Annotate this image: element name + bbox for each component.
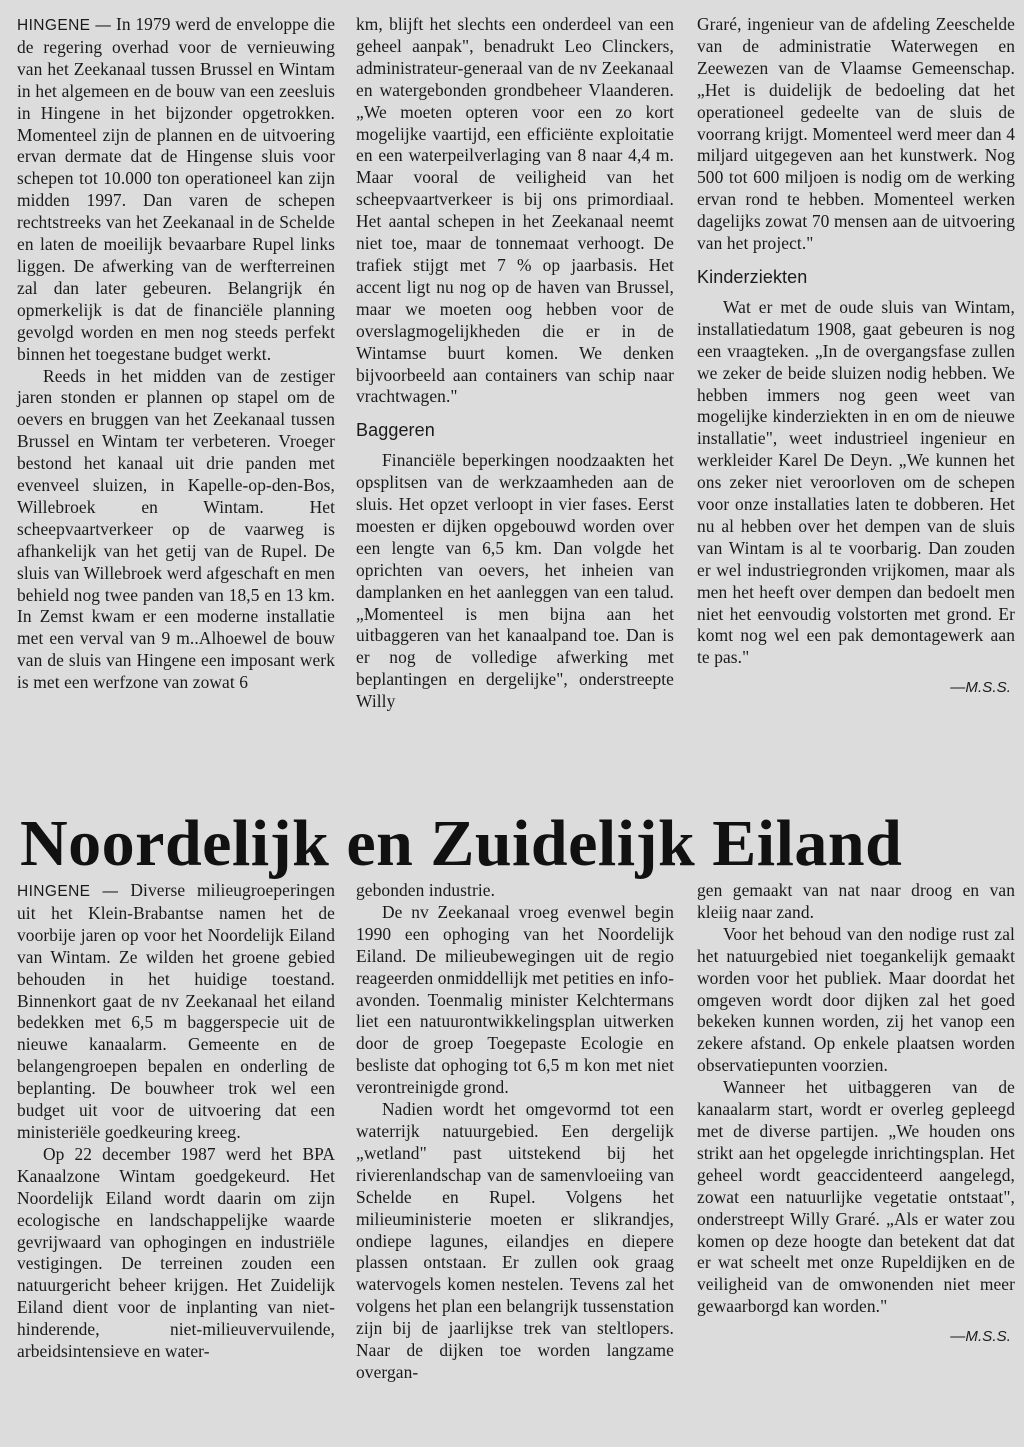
article-sluis [0, 14, 1024, 784]
dateline: HINGENE — [17, 17, 112, 34]
article1-column-3 [697, 14, 1015, 699]
article2-paragraph: gebonden industrie. [356, 880, 496, 900]
author-signature: —M.S.S. [950, 1328, 1011, 1346]
article1-paragraph: Financiële beperkingen noodzaakten het opsplitsen van de werkzaamheden aan de sluis. Het opzet verloopt in vier fases. Eerst moesten er dijken opgebouwd worden over een lengte van 6,5 km. Dan volgde het oprichten van oevers, het inheien van damplanken en het aanleggen van een talud. „Momenteel is men bijna aan het uitbaggeren van het kanaalpand toe. Dan is er nog de volledige afwerking met beplantingen en dergelijke", onderstreepte Willy [356, 450, 674, 712]
article2-paragraph [17, 880, 335, 1144]
article1-paragraph: Reeds in het midden van de zestiger jaren stonden er plannen op stapel om de oevers en bruggen van het Zeekanaal tussen Brussel en Wintam ter verbeteren. Vroeger bestond het kanaal uit drie panden met evenveel sluizen, in Kapelle-op-den-Bos, Willebroek en Wintam. Het scheepvaartverkeer op de vaarweg is afhankelijk van het getij van de Rupel. De sluis van Willebroek werd afgeschaft en men behield nog twee panden van 18,5 en 13 km. In Zemst kwam er een moderne installatie met een verval van 9 m..Alhoewel de bouw van de sluis van Hingene een imposant werk is met een werfzone van zowat 6 [17, 365, 335, 693]
article-eiland [0, 880, 1024, 1440]
headline: Noordelijk en Zuidelijk Eiland [20, 807, 903, 880]
subheading-kinderziekten: Kinderziekten [697, 266, 808, 287]
article2-paragraph: Nadien wordt het omgevormd tot een waterrijk natuurgebied. Een dergelijk „wetland" past uitstekend bij het rivierenlandschap van de samenvloeiing van Schelde en Rupel. Volgens het milieuministerie moeten er slikrandjes, ondiepe lagunes, eilandjes en diepere plassen ontstaan. Er zullen ook graag watervogels komen nestelen. Tevens zal het volgens het plan een belangrijk tussenstation zijn bij de jaarlijkse trek van steltlopers. Naar de dijken toe worden langzame overgan- [356, 1099, 674, 1382]
article1-paragraph [17, 14, 335, 366]
author-signature: —M.S.S. [950, 679, 1011, 697]
subheading-baggeren: Baggeren [356, 420, 435, 441]
article1-column-2 [356, 14, 674, 713]
article2-paragraph: Voor het behoud van den nodige rust zal het natuurgebied niet toegankelijk gemaakt worden voor het publiek. Maar doordat het omgeven wordt door dijken zal het goed bekeken kunnen worden, zij het vanop een zekere afstand. Op enkele plaatsen worden observatiepunten voorzien. [697, 923, 1015, 1076]
article2-column-2 [356, 880, 674, 1384]
article1-paragraph: km, blijft het slechts een onderdeel van een geheel aanpak", benadrukt Leo Clinckers, administrateur-generaal van de nv Zeekanaal en watergebonden grondbeheer Vlaanderen. „We moeten opteren voor een zo kort mogelijke vaartijd, een efficiënte exploitatie en een waterpeilverlaging van 8 naar 4,4 m. Maar vooral de veiligheid van het scheepvaartverkeer is bij ons primordiaal. Het aantal schepen in het Zeekanaal neemt niet toe, maar de tonnemaat verhoogt. De trafiek stijgt met 7 % op jaarbasis. Het accent ligt nu nog op de haven van Brussel, maar we moeten oog hebben voor de overslagmogelijkheden die er in de Wintamse buurt komen. We denken bijvoorbeeld aan containers van schip naar vrachtwagen." [356, 14, 674, 407]
article1-paragraph: Wat er met de oude sluis van Wintam, installatiedatum 1908, gaat gebeuren is nog een vraagteken. „In de overgangsfase zullen we zeker de beide sluizen nodig hebben. We hebben immers nog geen weet van mogelijke kinderziekten in en om de nieuwe installatie", weet industrieel ingenieur en werkleider Karel De Deyn. „We kunnen het ons zeker niet veroorloven om de schepen voor onze installaties laten te dobberen. Het nu al hebben over het dempen van de sluis van Wintam is al te voorbarig. Dan zouden er wel industriegronden vrijkomen, maar als men het heeft over dempen dan bedoelt men niet het eenvoudig volstorten met grond. Er komt nog wel een pak demontagewerk aan te pas." [697, 296, 1015, 668]
article2-paragraph: De nv Zeekanaal vroeg evenwel begin 1990 een ophoging van het Noordelijk Eiland. De milieubewegingen uit de regio reageerden onmiddellijk met petities en info-avonden. Toenmalig minister Kelchtermans liet een natuurontwikkelingsplan uitwerken door de groep Toegepaste Ecologie en besliste dat ophoging tot 6,5 m kon met niet verontreinigde grond. [356, 901, 674, 1098]
article2-paragraph: Op 22 december 1987 werd het BPA Kanaalzone Wintam goedgekeurd. Het Noordelijk Eiland wordt daarin om zijn ecologische en landschappelijke waarde gevrijwaard van ophogingen en industriële vestigingen. De terreinen zouden een natuurgericht beheer krijgen. Het Zuidelijk Eiland dient voor de inplanting van niet-hinderende, niet-milieuvervuilende, arbeidsintensieve en water- [17, 1143, 335, 1362]
article1-paragraph: Graré, ingenieur van de afdeling Zeeschelde van de administratie Waterwegen en Zeewezen van de Vlaamse Gemeenschap. „Het is duidelijk de bedoeling dat het operationeel gedeelte van de sluis de voorrang krijgt. Momenteel werd meer dan 4 miljard uitgegeven aan het kunstwerk. Nog 500 tot 600 miljoen is nodig om de werking ervan rond te hebben. Momenteel werken dagelijks zowat 70 mensen aan de uitvoering van het project." [697, 14, 1015, 254]
article2-column-1 [17, 880, 335, 1363]
paragraph-text: Diverse milieugroeperingen uit het Klein-Brabantse namen het de voorbije jaren op voor het Noordelijk Eiland van Wintam. Ze wilden het groene gebied behouden in het huidige toestand. Binnenkort gaat de nv Zeekanaal het eiland bedekken met 6,5 m baggerspecie uit de nieuwe kanaalarm. Gemeente en de belangengroepen bepalen en onderling de beplanting. De bouwheer trok wel een budget uit voor de uitvoering dat een ministeriële goedkeuring kreeg. [17, 880, 336, 1142]
article2-column-3 [697, 880, 1015, 1348]
dateline: HINGENE — [17, 883, 119, 900]
article1-column-1 [17, 14, 335, 694]
article2-paragraph: gen gemaakt van nat naar droog en van kleiig naar zand. [697, 880, 1015, 922]
paragraph-text: In 1979 werd de enveloppe die de regering overhad voor de vernieuwing van het Zeekanaal tussen Brussel en Wintam in het algemeen en de bouw van een zeesluis in Hingene in het bijzonder opgetrokken. Momenteel zijn de plannen en de uitvoering ervan dermate dat de Hingense sluis voor schepen tot 10.000 ton operationeel kan zijn midden 1997. Dan varen de schepen rechtstreeks van het Zeekanaal in de Schelde en laten de moeilijk bevaarbare Rupel links liggen. De afwerking van de werfterreinen zal dan later gebeuren. Belangrijk én opmerkelijk is dat de financiële planning gevolgd worden en men nog steeds perfekt binnen het toegestane budget werkt. [17, 14, 336, 364]
article2-paragraph: Wanneer het uitbaggeren van de kanaalarm start, wordt er overleg gepleegd met de diverse partijen. „We houden ons strikt aan het opgelegde inrichtingsplan. Het geheel wordt geaccidenteerd aangelegd, zowat een natuurlijke vegetatie ontstaat", onderstreept Willy Graré. „Als er water zou komen op deze hoogte dan betekent dat dat er wat scheelt met onze Rupeldijken en de veiligheid van de omwonenden niet meer gewaarborgd kan worden." [697, 1077, 1015, 1317]
